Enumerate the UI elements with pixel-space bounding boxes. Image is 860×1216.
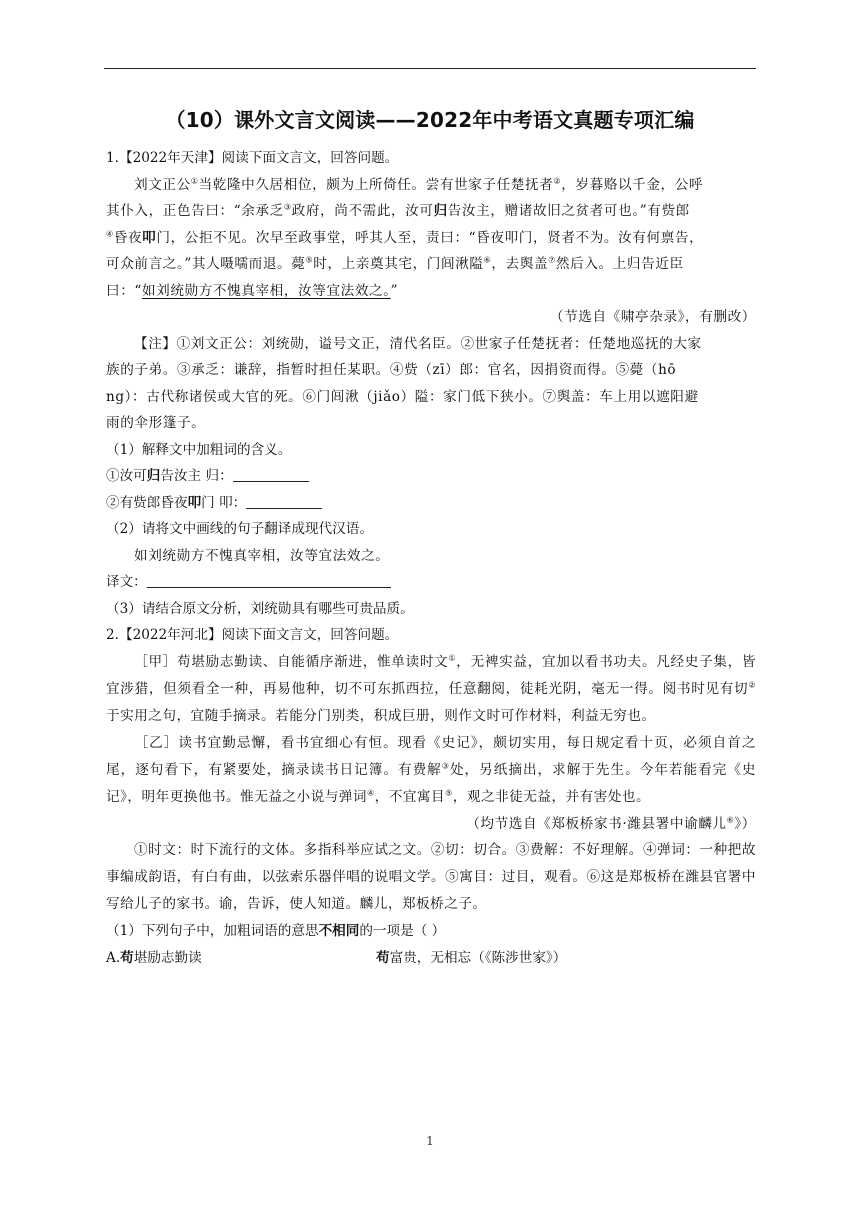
answer-blank[interactable] — [147, 573, 391, 588]
q2-source: （均节选自《郑板桥家书·潍县署中谕麟儿⑥》） — [466, 814, 756, 832]
q2-notes: ①时文：时下流行的文体。多指科举应试之文。②切：切合。③费解：不好理解。④弹词：一种把故事编成韵语，有白有曲，以弦索乐器伴唱的说唱文学。⑤寓目：过目，观看。⑥这是郑板桥在潍县官署中写给儿子的家书。谕，告诉，使人知道。麟儿，郑板桥之子。 — [106, 842, 756, 912]
q1-source: （节选自《啸亭杂录》，有删改） — [549, 309, 756, 325]
q1-subquestion-3: （3）请结合原文分析，刘统勋具有哪些可贵品质。 — [106, 600, 414, 617]
q1-item-1: ①汝可归告汝主 归： — [106, 463, 756, 490]
answer-blank[interactable] — [246, 494, 322, 509]
q2-passage-jia: ［甲］苟堪励志勤读、自能循序渐进，惟单读时文①，无裨实益，宜加以看书功夫。凡经史子集，皆宜涉猎，但须看全一种，再易他种，切不可东抓西拉，任意翻阅，徒耗光阴，毫无一得。阅书时见有切②于实用之句，宜随手摘录。若能分门别类，积成巨册，则作文时可作材料，利益无穷也。 — [106, 652, 757, 724]
q1-note: 族的子弟。③承乏：谦辞，指暂时担任某职。④赀（zī）郎：官名，因捐资而得。⑤薨（hō — [106, 362, 677, 378]
q2-passage-yi: ［乙］读书宜勤忌懈，看书宜细心有恒。现看《史记》，颇切实用，每日规定看十页，必须自首之尾，逐句看下，有紧要处，摘录读书日记簿。有费解③处，另纸摘出，求解于先生。今年若能看完《史记》，明年更换他书。惟无益之小说与弹词④，不宜寓目⑤，观之非徒无益，并有害处也。 — [106, 734, 757, 805]
q2-option-a[interactable]: A.苟堪励志勤读 苟富贵，无相忘（《陈涉世家》） — [106, 949, 567, 966]
main-content — [106, 145, 756, 971]
q1-note: 【注】①刘文正公：刘统勋，谥号文正，清代名臣。②世家子任楚抚者：任楚地巡抚的大家 — [134, 335, 702, 352]
page-title: （10）课外文言文阅读——2022年中考语文真题专项汇编 — [165, 108, 695, 132]
header-rule — [104, 68, 756, 69]
underlined-sentence: 如刘统勋方不愧真宰相，汝等宜法效之。 — [141, 282, 391, 299]
q1-passage-line: 曰：“如刘统勋方不愧真宰相，汝等宜法效之。” — [106, 282, 399, 299]
q1-passage-line: 刘文正公①当乾隆中久居相位，颇为上所倚任。尝有世家子任楚抚者②，岁暮赂以千金，公呼 — [134, 175, 704, 193]
q1-subquestion-1: （1）解释文中加粗词的含义。 — [106, 441, 292, 458]
q1-translation: 译文： — [106, 569, 756, 596]
q1-note: 雨的伞形篷子。 — [106, 415, 206, 431]
q1-sentence: 如刘统勋方不愧真宰相，汝等宜法效之。 — [134, 547, 390, 564]
q1-passage-line: ④昏夜叩门，公拒不见。次早至政事堂，呼其人至，责曰：“昏夜叩门，贤者不为。汝有何禀告， — [106, 228, 704, 246]
q2-subquestion-1: （1）下列句子中，加粗词语的意思不相同的一项是（ ） — [106, 923, 446, 939]
page-number: 1 — [426, 1134, 434, 1148]
q1-heading: 1.【2022年天津】阅读下面文言文，回答问题。 — [106, 150, 399, 166]
q1-passage-line: 其仆入，正色告曰：“余承乏③政府，尚不需此，汝可归告汝主，赠诸故旧之贫者可也。”有赀郎 — [106, 202, 690, 219]
q1-passage-line: 可众前言之。”其人嗫嚅而退。薨⑤时，上亲奠其宅，门闾湫隘⑥，去舆盖⑦然后入。上归告近臣 — [106, 255, 684, 272]
answer-blank[interactable] — [233, 467, 309, 482]
q1-note: ng）：古代称诸侯或大官的死。⑥门闾湫（jiǎo）隘：家门低下狭小。⑦舆盖：车上用以遮阳避 — [106, 388, 699, 405]
q1-subquestion-2: （2）请将文中画线的句子翻译成现代汉语。 — [106, 521, 373, 537]
q2-heading: 2.【2022年河北】阅读下面文言文，回答问题。 — [106, 627, 399, 643]
q1-item-2: ②有赀郎昏夜叩门 叩： — [106, 490, 756, 517]
